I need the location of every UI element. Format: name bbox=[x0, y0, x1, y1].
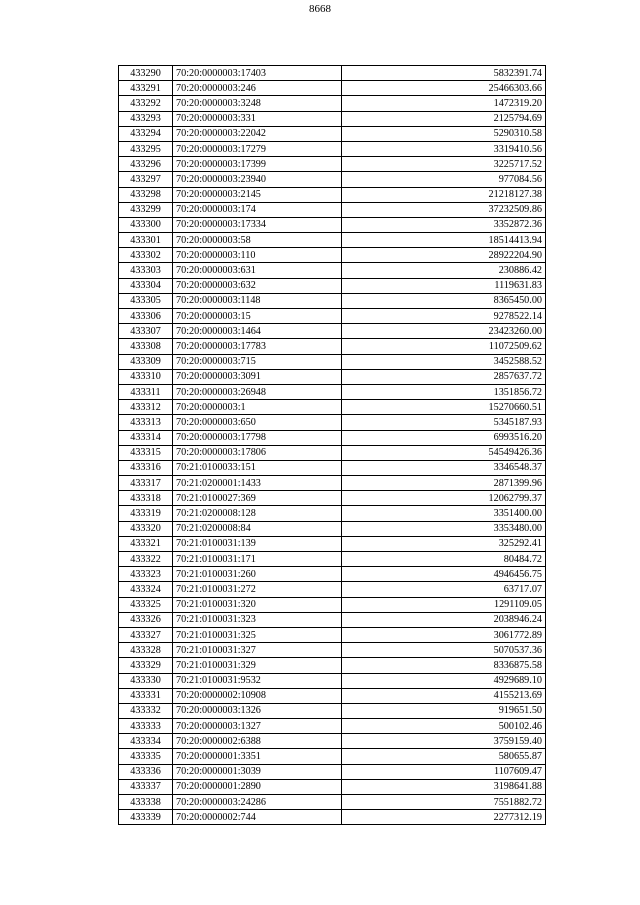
cadastral-number-cell: 70:20:0000003:1326 bbox=[173, 703, 342, 718]
table-row bbox=[119, 536, 546, 551]
value-cell: 12062799.37 bbox=[342, 491, 546, 506]
table-row bbox=[119, 187, 546, 202]
table-row bbox=[119, 597, 546, 612]
row-number-cell: 433331 bbox=[119, 688, 173, 703]
value-cell: 3352872.36 bbox=[342, 217, 546, 232]
cadastral-number-cell: 70:20:0000003:17399 bbox=[173, 157, 342, 172]
table-row bbox=[119, 460, 546, 475]
table-row bbox=[119, 612, 546, 627]
cadastral-number-cell: 70:20:0000003:331 bbox=[173, 111, 342, 126]
cadastral-number-cell: 70:20:0000003:1 bbox=[173, 400, 342, 415]
value-cell: 580655.87 bbox=[342, 749, 546, 764]
cadastral-number-cell: 70:20:0000003:246 bbox=[173, 81, 342, 96]
value-cell: 8336875.58 bbox=[342, 658, 546, 673]
value-cell: 919651.50 bbox=[342, 703, 546, 718]
cadastral-number-cell: 70:21:0100033:151 bbox=[173, 460, 342, 475]
cadastral-number-cell: 70:20:0000002:10908 bbox=[173, 688, 342, 703]
value-cell: 3346548.37 bbox=[342, 460, 546, 475]
table-row bbox=[119, 521, 546, 536]
value-cell: 2871399.96 bbox=[342, 476, 546, 491]
table-row bbox=[119, 354, 546, 369]
table-row bbox=[119, 749, 546, 764]
row-number-cell: 433317 bbox=[119, 476, 173, 491]
table-row bbox=[119, 506, 546, 521]
cadastral-number-cell: 70:20:0000003:174 bbox=[173, 202, 342, 217]
table-row bbox=[119, 141, 546, 156]
value-cell: 8365450.00 bbox=[342, 293, 546, 308]
value-cell: 28922204.90 bbox=[342, 248, 546, 263]
table-row bbox=[119, 795, 546, 810]
table-row bbox=[119, 324, 546, 339]
cadastral-number-cell: 70:20:0000003:650 bbox=[173, 415, 342, 430]
value-cell: 37232509.86 bbox=[342, 202, 546, 217]
row-number-cell: 433306 bbox=[119, 309, 173, 324]
cadastral-number-cell: 70:21:0200008:128 bbox=[173, 506, 342, 521]
row-number-cell: 433303 bbox=[119, 263, 173, 278]
cadastral-number-cell: 70:21:0100031:9532 bbox=[173, 673, 342, 688]
table-row bbox=[119, 658, 546, 673]
value-cell: 7551882.72 bbox=[342, 795, 546, 810]
row-number-cell: 433302 bbox=[119, 248, 173, 263]
table-row bbox=[119, 384, 546, 399]
value-cell: 5345187.93 bbox=[342, 415, 546, 430]
row-number-cell: 433327 bbox=[119, 627, 173, 642]
table-row bbox=[119, 764, 546, 779]
table-body bbox=[119, 66, 546, 825]
cadastral-number-cell: 70:21:0100031:327 bbox=[173, 643, 342, 658]
row-number-cell: 433298 bbox=[119, 187, 173, 202]
table-row bbox=[119, 430, 546, 445]
value-cell: 3351400.00 bbox=[342, 506, 546, 521]
cadastral-number-cell: 70:20:0000003:1464 bbox=[173, 324, 342, 339]
table-row bbox=[119, 734, 546, 749]
row-number-cell: 433314 bbox=[119, 430, 173, 445]
row-number-cell: 433311 bbox=[119, 384, 173, 399]
row-number-cell: 433339 bbox=[119, 810, 173, 825]
row-number-cell: 433322 bbox=[119, 552, 173, 567]
cadastral-number-cell: 70:20:0000003:17403 bbox=[173, 66, 342, 81]
table-row bbox=[119, 582, 546, 597]
row-number-cell: 433299 bbox=[119, 202, 173, 217]
table-row bbox=[119, 309, 546, 324]
row-number-cell: 433308 bbox=[119, 339, 173, 354]
cadastral-number-cell: 70:20:0000003:24286 bbox=[173, 795, 342, 810]
value-cell: 3319410.56 bbox=[342, 141, 546, 156]
value-cell: 6993516.20 bbox=[342, 430, 546, 445]
row-number-cell: 433309 bbox=[119, 354, 173, 369]
cadastral-number-cell: 70:21:0100031:272 bbox=[173, 582, 342, 597]
row-number-cell: 433290 bbox=[119, 66, 173, 81]
cadastral-number-cell: 70:20:0000003:3091 bbox=[173, 369, 342, 384]
row-number-cell: 433333 bbox=[119, 719, 173, 734]
row-number-cell: 433312 bbox=[119, 400, 173, 415]
cadastral-number-cell: 70:20:0000001:2890 bbox=[173, 779, 342, 794]
row-number-cell: 433319 bbox=[119, 506, 173, 521]
table-row bbox=[119, 476, 546, 491]
value-cell: 1351856.72 bbox=[342, 384, 546, 399]
cadastral-number-cell: 70:20:0000003:58 bbox=[173, 233, 342, 248]
table-row bbox=[119, 278, 546, 293]
value-cell: 9278522.14 bbox=[342, 309, 546, 324]
value-cell: 2038946.24 bbox=[342, 612, 546, 627]
row-number-cell: 433307 bbox=[119, 324, 173, 339]
cadastral-number-cell: 70:20:0000003:17783 bbox=[173, 339, 342, 354]
table-row bbox=[119, 263, 546, 278]
table-row bbox=[119, 719, 546, 734]
row-number-cell: 433325 bbox=[119, 597, 173, 612]
value-cell: 4946456.75 bbox=[342, 567, 546, 582]
row-number-cell: 433294 bbox=[119, 126, 173, 141]
row-number-cell: 433296 bbox=[119, 157, 173, 172]
value-cell: 80484.72 bbox=[342, 552, 546, 567]
row-number-cell: 433326 bbox=[119, 612, 173, 627]
cadastral-number-cell: 70:20:0000003:1148 bbox=[173, 293, 342, 308]
value-cell: 15270660.51 bbox=[342, 400, 546, 415]
table-row bbox=[119, 293, 546, 308]
value-cell: 3759159.40 bbox=[342, 734, 546, 749]
value-cell: 11072509.62 bbox=[342, 339, 546, 354]
cadastral-number-cell: 70:20:0000003:15 bbox=[173, 309, 342, 324]
row-number-cell: 433301 bbox=[119, 233, 173, 248]
cadastral-number-cell: 70:21:0100031:260 bbox=[173, 567, 342, 582]
cadastral-number-cell: 70:21:0100031:139 bbox=[173, 536, 342, 551]
cadastral-number-cell: 70:21:0100031:329 bbox=[173, 658, 342, 673]
value-cell: 1119631.83 bbox=[342, 278, 546, 293]
row-number-cell: 433334 bbox=[119, 734, 173, 749]
row-number-cell: 433338 bbox=[119, 795, 173, 810]
value-cell: 1291109.05 bbox=[342, 597, 546, 612]
value-cell: 2277312.19 bbox=[342, 810, 546, 825]
cadastral-number-cell: 70:20:0000002:6388 bbox=[173, 734, 342, 749]
cadastral-number-cell: 70:20:0000003:26948 bbox=[173, 384, 342, 399]
table-row bbox=[119, 111, 546, 126]
table-row bbox=[119, 248, 546, 263]
table-row bbox=[119, 157, 546, 172]
value-cell: 3452588.52 bbox=[342, 354, 546, 369]
row-number-cell: 433318 bbox=[119, 491, 173, 506]
value-cell: 1472319.20 bbox=[342, 96, 546, 111]
cadastral-number-cell: 70:21:0100031:171 bbox=[173, 552, 342, 567]
row-number-cell: 433315 bbox=[119, 445, 173, 460]
table-row bbox=[119, 339, 546, 354]
cadastral-number-cell: 70:21:0100031:325 bbox=[173, 627, 342, 642]
cadastral-number-cell: 70:20:0000003:17806 bbox=[173, 445, 342, 460]
value-cell: 5290310.58 bbox=[342, 126, 546, 141]
table-row bbox=[119, 810, 546, 825]
value-cell: 54549426.36 bbox=[342, 445, 546, 460]
table-row bbox=[119, 81, 546, 96]
cadastral-number-cell: 70:21:0100031:323 bbox=[173, 612, 342, 627]
row-number-cell: 433300 bbox=[119, 217, 173, 232]
row-number-cell: 433291 bbox=[119, 81, 173, 96]
value-cell: 3061772.89 bbox=[342, 627, 546, 642]
cadastral-number-cell: 70:20:0000002:744 bbox=[173, 810, 342, 825]
cadastral-number-cell: 70:20:0000003:17798 bbox=[173, 430, 342, 445]
row-number-cell: 433337 bbox=[119, 779, 173, 794]
table-row bbox=[119, 66, 546, 81]
row-number-cell: 433328 bbox=[119, 643, 173, 658]
value-cell: 325292.41 bbox=[342, 536, 546, 551]
value-cell: 977084.56 bbox=[342, 172, 546, 187]
value-cell: 63717.07 bbox=[342, 582, 546, 597]
row-number-cell: 433295 bbox=[119, 141, 173, 156]
table-row bbox=[119, 567, 546, 582]
page-number: 8668 bbox=[309, 3, 331, 15]
row-number-cell: 433293 bbox=[119, 111, 173, 126]
cadastral-number-cell: 70:21:0100031:320 bbox=[173, 597, 342, 612]
table-row bbox=[119, 673, 546, 688]
value-cell: 5070537.36 bbox=[342, 643, 546, 658]
table-row bbox=[119, 643, 546, 658]
row-number-cell: 433321 bbox=[119, 536, 173, 551]
cadastral-number-cell: 70:20:0000003:2145 bbox=[173, 187, 342, 202]
table-row bbox=[119, 202, 546, 217]
table-row bbox=[119, 627, 546, 642]
row-number-cell: 433324 bbox=[119, 582, 173, 597]
row-number-cell: 433320 bbox=[119, 521, 173, 536]
cadastral-number-cell: 70:20:0000003:110 bbox=[173, 248, 342, 263]
value-cell: 23423260.00 bbox=[342, 324, 546, 339]
table-row bbox=[119, 96, 546, 111]
row-number-cell: 433292 bbox=[119, 96, 173, 111]
cadastral-number-cell: 70:20:0000003:23940 bbox=[173, 172, 342, 187]
value-cell: 3353480.00 bbox=[342, 521, 546, 536]
cadastral-number-cell: 70:21:0200001:1433 bbox=[173, 476, 342, 491]
cadastral-number-cell: 70:20:0000003:17279 bbox=[173, 141, 342, 156]
row-number-cell: 433330 bbox=[119, 673, 173, 688]
value-cell: 230886.42 bbox=[342, 263, 546, 278]
row-number-cell: 433323 bbox=[119, 567, 173, 582]
value-cell: 5832391.74 bbox=[342, 66, 546, 81]
row-number-cell: 433336 bbox=[119, 764, 173, 779]
table-row bbox=[119, 703, 546, 718]
table-row bbox=[119, 369, 546, 384]
cadastral-number-cell: 70:20:0000001:3351 bbox=[173, 749, 342, 764]
table-row bbox=[119, 688, 546, 703]
row-number-cell: 433313 bbox=[119, 415, 173, 430]
table-row bbox=[119, 445, 546, 460]
value-cell: 4155213.69 bbox=[342, 688, 546, 703]
table-row bbox=[119, 491, 546, 506]
value-cell: 21218127.38 bbox=[342, 187, 546, 202]
row-number-cell: 433329 bbox=[119, 658, 173, 673]
table-row bbox=[119, 779, 546, 794]
cadastral-value-table bbox=[118, 65, 546, 825]
value-cell: 3225717.52 bbox=[342, 157, 546, 172]
table-row bbox=[119, 400, 546, 415]
value-cell: 2857637.72 bbox=[342, 369, 546, 384]
value-cell: 25466303.66 bbox=[342, 81, 546, 96]
table-row bbox=[119, 172, 546, 187]
cadastral-number-cell: 70:21:0200008:84 bbox=[173, 521, 342, 536]
row-number-cell: 433305 bbox=[119, 293, 173, 308]
table-row bbox=[119, 552, 546, 567]
cadastral-number-cell: 70:21:0100027:369 bbox=[173, 491, 342, 506]
cadastral-number-cell: 70:20:0000003:632 bbox=[173, 278, 342, 293]
row-number-cell: 433297 bbox=[119, 172, 173, 187]
row-number-cell: 433316 bbox=[119, 460, 173, 475]
table-row bbox=[119, 217, 546, 232]
cadastral-number-cell: 70:20:0000003:22042 bbox=[173, 126, 342, 141]
row-number-cell: 433332 bbox=[119, 703, 173, 718]
table-row bbox=[119, 233, 546, 248]
value-cell: 4929689.10 bbox=[342, 673, 546, 688]
row-number-cell: 433335 bbox=[119, 749, 173, 764]
value-cell: 3198641.88 bbox=[342, 779, 546, 794]
value-cell: 500102.46 bbox=[342, 719, 546, 734]
cadastral-number-cell: 70:20:0000003:715 bbox=[173, 354, 342, 369]
value-cell: 18514413.94 bbox=[342, 233, 546, 248]
cadastral-number-cell: 70:20:0000003:3248 bbox=[173, 96, 342, 111]
cadastral-number-cell: 70:20:0000001:3039 bbox=[173, 764, 342, 779]
cadastral-number-cell: 70:20:0000003:1327 bbox=[173, 719, 342, 734]
value-cell: 1107609.47 bbox=[342, 764, 546, 779]
cadastral-number-cell: 70:20:0000003:17334 bbox=[173, 217, 342, 232]
table-row bbox=[119, 415, 546, 430]
value-cell: 2125794.69 bbox=[342, 111, 546, 126]
table-row bbox=[119, 126, 546, 141]
cadastral-number-cell: 70:20:0000003:631 bbox=[173, 263, 342, 278]
row-number-cell: 433304 bbox=[119, 278, 173, 293]
row-number-cell: 433310 bbox=[119, 369, 173, 384]
